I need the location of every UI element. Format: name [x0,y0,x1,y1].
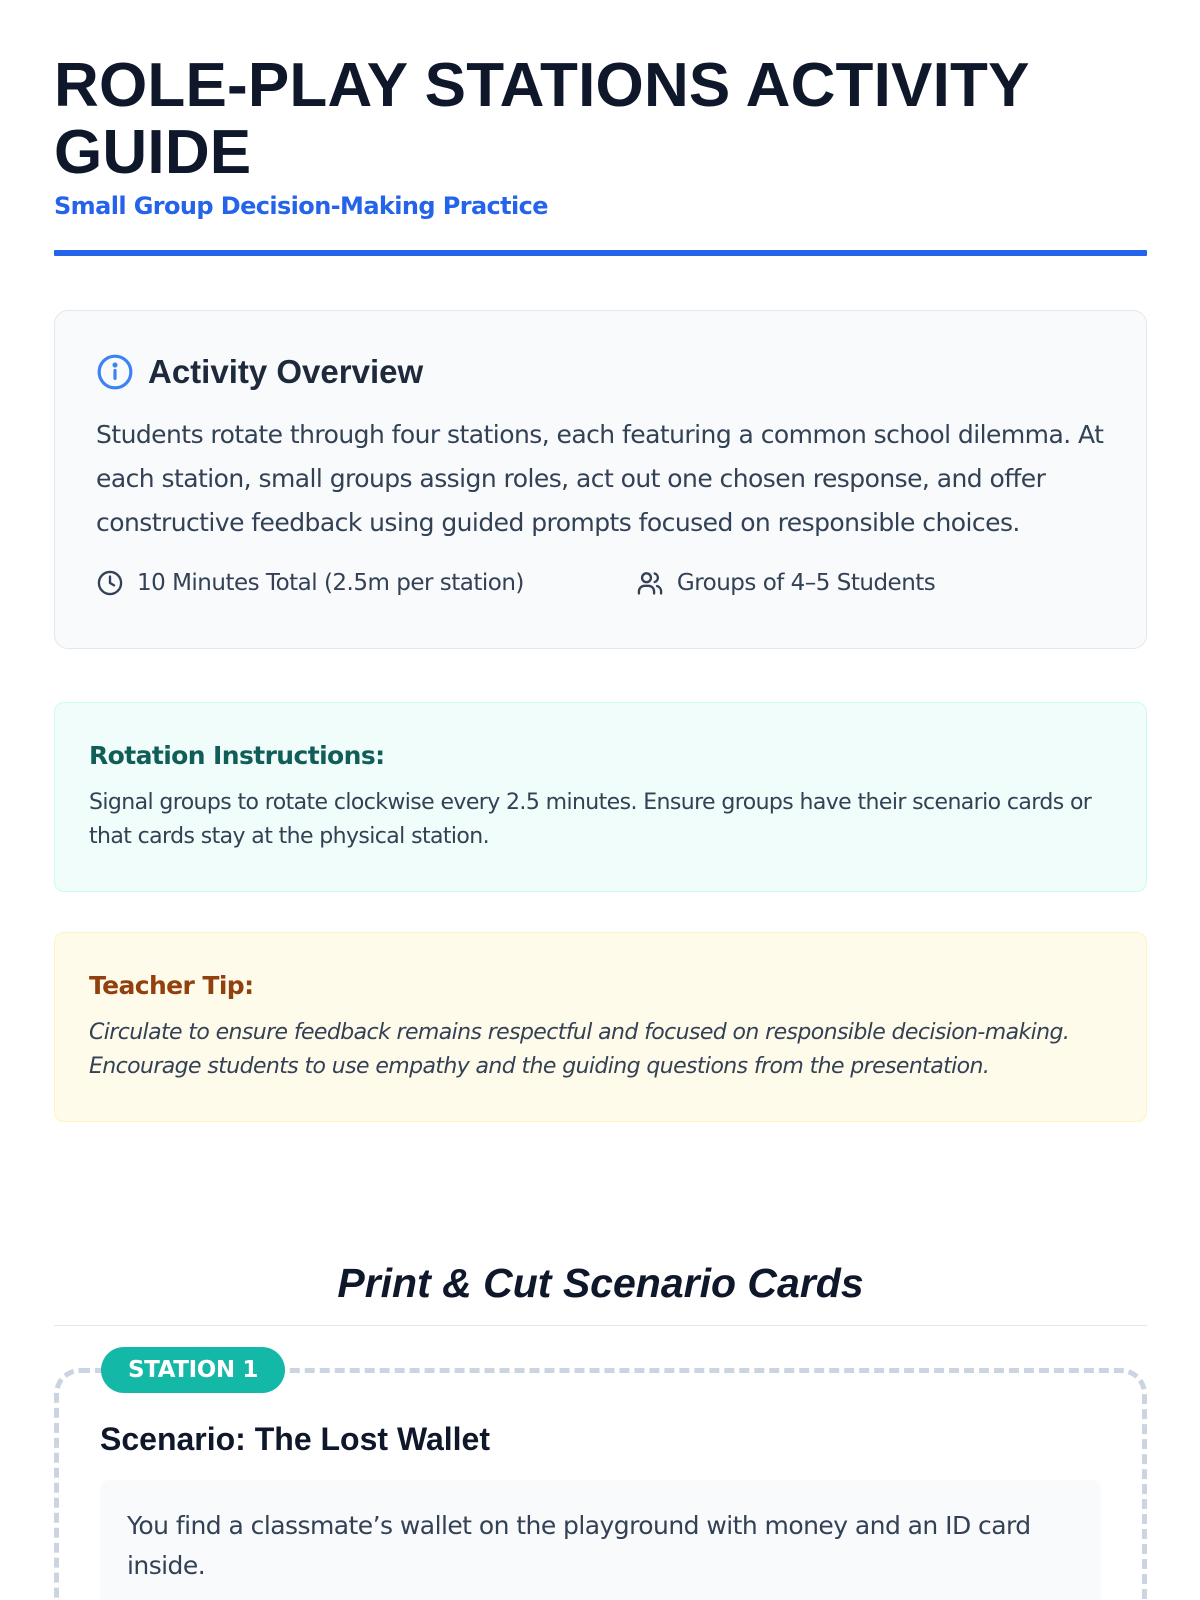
activity-overview-card [54,310,1147,649]
info-icon [96,353,134,391]
rotation-text: Signal groups to rotate clockwise every 2.5 minutes. Ensure groups have their scenario cards or that cards stay at the physical station. [89,790,1092,849]
clock-icon [96,569,124,597]
page-subtitle: Small Group Decision-Making Practice [54,192,548,220]
users-icon [636,569,664,597]
tip-heading: Teacher Tip: [89,971,254,1000]
scenario-card [54,1357,1147,1600]
overview-heading: Activity Overview [148,353,424,390]
scenario-title: Scenario: The Lost Wallet [100,1421,490,1457]
station-badge: STATION 1 [101,1347,285,1393]
scenario-description: You find a classmate’s wallet on the playground with money and an ID card inside. [100,1480,1101,1600]
duration-text: 10 Minutes Total (2.5m per station) [137,570,524,596]
page-title: ROLE-PLAY STATIONS ACTIVITY GUIDE [54,51,1029,187]
rotation-heading: Rotation Instructions: [89,741,385,770]
duration-info [96,569,524,597]
overview-description: Students rotate through four stations, each featuring a common school dilemma. At each station, small groups assign roles, act out one chosen response, and offer constructive feedback using guided prompts focused on responsible choices. [96,420,1104,537]
title-divider [54,250,1147,256]
rotation-instructions-box [54,702,1147,892]
tip-text: Circulate to ensure feedback remains respectful and focused on responsible decision-making. Encourage students to use empathy and the guiding questions from the presentation. [89,1020,1070,1079]
overview-header [96,353,1106,391]
scenario-cards-heading: Print & Cut Scenario Cards [54,1260,1147,1326]
group-size-info [636,569,935,597]
activity-guide-page [54,0,1147,1600]
overview-meta [96,569,1106,597]
teacher-tip-box [54,932,1147,1122]
group-size-text: Groups of 4–5 Students [676,570,936,596]
